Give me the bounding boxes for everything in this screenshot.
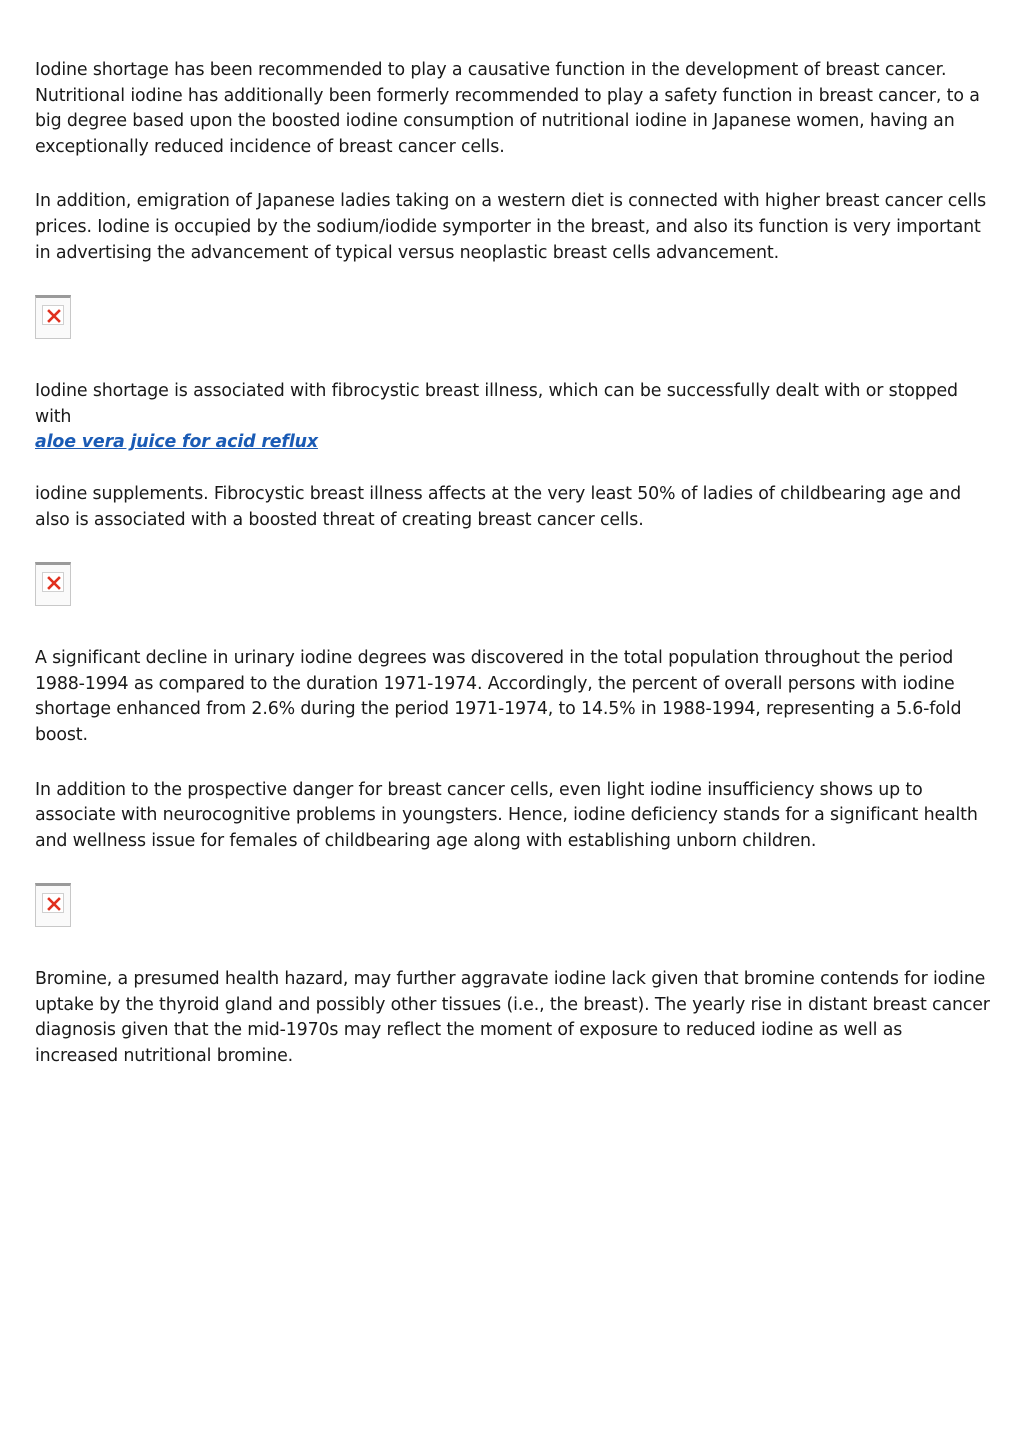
close-x-icon (46, 896, 62, 912)
close-x-icon (46, 575, 62, 591)
paragraph-6: In addition to the prospective danger for breast cancer cells, even light iodine insufficiency shows up to associate with neurocognitive problems in youngsters. Hence, iodine deficiency stands for a significant health and wellness issue for females of childbearing age along with establishing unborn children. (35, 779, 978, 851)
broken-image-icon (35, 883, 71, 927)
paragraph-1: Iodine shortage has been recommended to play a causative function in the development of breast cancer. Nutritional iodine has additionally been formerly recommended to play a safety function in breast cancer, to a big degree based upon the boosted iodine consumption of nutritional iodine in Japanese women, having an exceptionally reduced incidence of breast cancer cells. (35, 60, 980, 157)
aloe-vera-link[interactable]: aloe vera juice for acid reflux (35, 432, 318, 453)
article-body (35, 58, 990, 1099)
paragraph-2: In addition, emigration of Japanese ladies taking on a western diet is connected with higher breast cancer cells prices. Iodine is occupied by the sodium/iodide symporter in the breast, and also its function is very important in advertising the advancement of typical versus neoplastic breast cells advancement. (35, 191, 987, 263)
broken-image-icon (35, 562, 71, 606)
paragraph-5: A significant decline in urinary iodine degrees was discovered in the total population throughout the period 1988-1994 as compared to the duration 1971-1974. Accordingly, the percent of overall persons with iodine shortage enhanced from 2.6% during the period 1971-1974, to 14.5% in 1988-1994, representing a 5.6-fold boost. (35, 648, 962, 745)
close-x-icon (46, 308, 62, 324)
paragraph-3-text: Iodine shortage is associated with fibrocystic breast illness, which can be successfully dealt with or stopped with (35, 381, 958, 427)
paragraph-7: Bromine, a presumed health hazard, may further aggravate iodine lack given that bromine contends for iodine uptake by the thyroid gland and possibly other tissues (i.e., the breast). The yearly rise in distant breast cancer diagnosis given that the mid-1970s may reflect the moment of exposure to reduced iodine as well as increased nutritional bromine. (35, 969, 990, 1067)
broken-image-icon (35, 295, 71, 339)
paragraph-4: iodine supplements. Fibrocystic breast illness affects at the very least 50% of ladies of childbearing age and also is associated with a boosted threat of creating breast cancer cells. (35, 483, 961, 530)
paragraph-3 (35, 379, 990, 456)
